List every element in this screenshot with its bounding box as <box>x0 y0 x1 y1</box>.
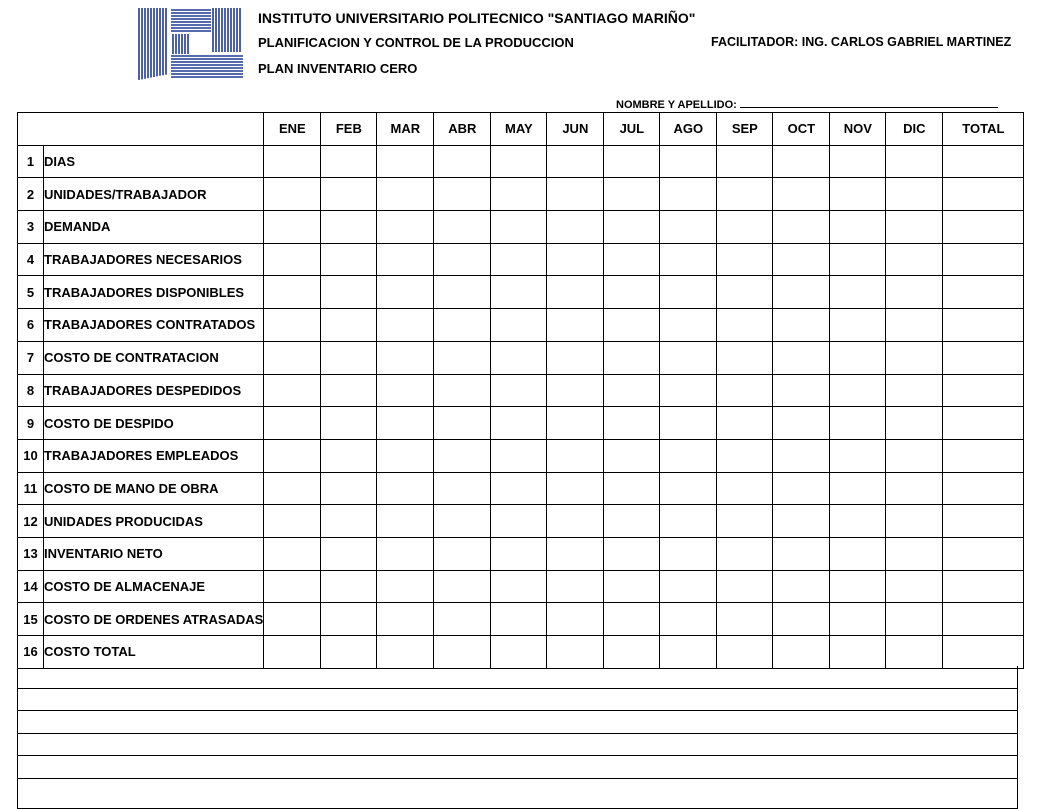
row-label: COSTO DE ORDENES ATRASADAS <box>44 603 264 636</box>
data-cell[interactable] <box>547 145 604 178</box>
data-cell[interactable] <box>377 145 434 178</box>
data-cell[interactable] <box>604 341 660 374</box>
data-cell[interactable] <box>773 472 830 505</box>
data-cell[interactable] <box>321 537 377 570</box>
data-cell[interactable] <box>264 178 321 211</box>
data-cell[interactable] <box>547 374 604 407</box>
data-cell[interactable] <box>264 309 321 342</box>
data-cell[interactable] <box>660 570 717 603</box>
data-cell[interactable] <box>434 341 491 374</box>
data-cell[interactable] <box>773 309 830 342</box>
data-cell[interactable] <box>943 243 1024 276</box>
column-header: SEP <box>717 113 773 146</box>
table-row <box>18 505 1024 538</box>
data-cell[interactable] <box>773 341 830 374</box>
column-header: DIC <box>886 113 943 146</box>
row-number: 1 <box>18 145 44 178</box>
data-cell[interactable] <box>434 374 491 407</box>
data-cell[interactable] <box>321 276 377 309</box>
data-cell[interactable] <box>321 472 377 505</box>
data-cell[interactable] <box>377 407 434 440</box>
row-label: UNIDADES PRODUCIDAS <box>44 505 264 538</box>
data-cell[interactable] <box>660 276 717 309</box>
data-cell[interactable] <box>660 636 717 669</box>
data-cell[interactable] <box>547 243 604 276</box>
data-cell[interactable] <box>434 407 491 440</box>
university-logo-icon <box>137 6 245 82</box>
data-cell[interactable] <box>377 472 434 505</box>
data-cell[interactable] <box>830 145 886 178</box>
data-cell[interactable] <box>886 407 943 440</box>
data-cell[interactable] <box>830 439 886 472</box>
data-cell[interactable] <box>773 636 830 669</box>
data-cell[interactable] <box>830 374 886 407</box>
data-cell[interactable] <box>830 505 886 538</box>
data-cell[interactable] <box>830 341 886 374</box>
data-cell[interactable] <box>321 603 377 636</box>
row-label: COSTO DE DESPIDO <box>44 407 264 440</box>
data-cell[interactable] <box>660 374 717 407</box>
data-cell[interactable] <box>773 211 830 244</box>
row-label: COSTO DE MANO DE OBRA <box>44 472 264 505</box>
table-row <box>18 570 1024 603</box>
data-cell[interactable] <box>434 211 491 244</box>
plan-title: PLAN INVENTARIO CERO <box>258 61 418 76</box>
data-cell[interactable] <box>491 243 547 276</box>
data-cell[interactable] <box>943 178 1024 211</box>
data-cell[interactable] <box>773 439 830 472</box>
data-cell[interactable] <box>377 374 434 407</box>
data-cell[interactable] <box>660 472 717 505</box>
data-cell[interactable] <box>547 309 604 342</box>
data-cell[interactable] <box>943 341 1024 374</box>
data-cell[interactable] <box>830 472 886 505</box>
data-cell[interactable] <box>717 341 773 374</box>
blank-row[interactable] <box>17 711 1018 734</box>
data-cell[interactable] <box>830 537 886 570</box>
data-cell[interactable] <box>377 505 434 538</box>
data-cell[interactable] <box>434 505 491 538</box>
data-cell[interactable] <box>434 472 491 505</box>
data-cell[interactable] <box>717 309 773 342</box>
data-cell[interactable] <box>434 243 491 276</box>
data-cell[interactable] <box>830 178 886 211</box>
data-cell[interactable] <box>717 603 773 636</box>
data-cell[interactable] <box>886 439 943 472</box>
data-cell[interactable] <box>717 145 773 178</box>
data-cell[interactable] <box>717 276 773 309</box>
data-cell[interactable] <box>547 570 604 603</box>
row-number: 11 <box>18 472 44 505</box>
data-cell[interactable] <box>717 407 773 440</box>
data-cell[interactable] <box>660 341 717 374</box>
data-cell[interactable] <box>491 472 547 505</box>
data-cell[interactable] <box>717 505 773 538</box>
data-cell[interactable] <box>434 439 491 472</box>
data-cell[interactable] <box>491 439 547 472</box>
column-header: AGO <box>660 113 717 146</box>
data-cell[interactable] <box>264 537 321 570</box>
data-cell[interactable] <box>660 145 717 178</box>
data-cell[interactable] <box>547 472 604 505</box>
data-cell[interactable] <box>547 407 604 440</box>
row-label: TRABAJADORES CONTRATADOS <box>44 309 264 342</box>
course-title: PLANIFICACION Y CONTROL DE LA PRODUCCION <box>258 35 574 50</box>
data-cell[interactable] <box>547 211 604 244</box>
data-cell[interactable] <box>434 636 491 669</box>
data-cell[interactable] <box>773 145 830 178</box>
data-cell[interactable] <box>886 341 943 374</box>
data-cell[interactable] <box>943 439 1024 472</box>
data-cell[interactable] <box>886 309 943 342</box>
name-label: NOMBRE Y APELLIDO: <box>616 99 737 111</box>
data-cell[interactable] <box>830 211 886 244</box>
plan-table <box>17 112 1024 669</box>
row-label: TRABAJADORES NECESARIOS <box>44 243 264 276</box>
data-cell[interactable] <box>547 603 604 636</box>
data-cell[interactable] <box>604 178 660 211</box>
data-cell[interactable] <box>717 374 773 407</box>
data-cell[interactable] <box>943 505 1024 538</box>
data-cell[interactable] <box>773 374 830 407</box>
data-cell[interactable] <box>717 636 773 669</box>
facilitator-label: FACILITADOR: ING. CARLOS GABRIEL MARTINEZ <box>711 35 1012 49</box>
data-cell[interactable] <box>604 636 660 669</box>
data-cell[interactable] <box>830 407 886 440</box>
data-cell[interactable] <box>491 211 547 244</box>
table-row <box>18 276 1024 309</box>
data-cell[interactable] <box>604 505 660 538</box>
row-number: 8 <box>18 374 44 407</box>
row-number: 15 <box>18 603 44 636</box>
column-header: FEB <box>321 113 377 146</box>
data-cell[interactable] <box>886 472 943 505</box>
blank-row[interactable] <box>17 734 1018 756</box>
data-cell[interactable] <box>377 537 434 570</box>
data-cell[interactable] <box>321 636 377 669</box>
column-header: MAY <box>491 113 547 146</box>
data-cell[interactable] <box>321 374 377 407</box>
data-cell[interactable] <box>377 243 434 276</box>
data-cell[interactable] <box>773 505 830 538</box>
blank-row[interactable] <box>17 689 1018 711</box>
data-cell[interactable] <box>660 407 717 440</box>
data-cell[interactable] <box>660 537 717 570</box>
data-cell[interactable] <box>491 636 547 669</box>
data-cell[interactable] <box>434 178 491 211</box>
data-cell[interactable] <box>547 341 604 374</box>
data-cell[interactable] <box>773 276 830 309</box>
data-cell[interactable] <box>886 178 943 211</box>
data-cell[interactable] <box>773 570 830 603</box>
data-cell[interactable] <box>886 636 943 669</box>
row-label: COSTO TOTAL <box>44 636 264 669</box>
data-cell[interactable] <box>264 439 321 472</box>
data-cell[interactable] <box>717 178 773 211</box>
data-cell[interactable] <box>604 439 660 472</box>
table-row <box>18 341 1024 374</box>
row-number: 3 <box>18 211 44 244</box>
row-number: 4 <box>18 243 44 276</box>
data-cell[interactable] <box>604 472 660 505</box>
data-cell[interactable] <box>321 145 377 178</box>
data-cell[interactable] <box>491 505 547 538</box>
blank-row[interactable] <box>17 666 1018 689</box>
data-cell[interactable] <box>264 603 321 636</box>
data-cell[interactable] <box>491 145 547 178</box>
row-number: 14 <box>18 570 44 603</box>
table-row <box>18 407 1024 440</box>
data-cell[interactable] <box>547 636 604 669</box>
data-cell[interactable] <box>264 145 321 178</box>
data-cell[interactable] <box>547 276 604 309</box>
header-corner-cell <box>18 113 264 146</box>
data-cell[interactable] <box>491 570 547 603</box>
data-cell[interactable] <box>830 570 886 603</box>
data-cell[interactable] <box>321 178 377 211</box>
data-cell[interactable] <box>886 145 943 178</box>
table-row <box>18 537 1024 570</box>
data-cell[interactable] <box>717 472 773 505</box>
row-label: UNIDADES/TRABAJADOR <box>44 178 264 211</box>
data-cell[interactable] <box>886 374 943 407</box>
data-cell[interactable] <box>886 537 943 570</box>
data-cell[interactable] <box>434 603 491 636</box>
data-cell[interactable] <box>943 407 1024 440</box>
data-cell[interactable] <box>321 243 377 276</box>
data-cell[interactable] <box>491 374 547 407</box>
data-cell[interactable] <box>660 439 717 472</box>
data-cell[interactable] <box>264 211 321 244</box>
data-cell[interactable] <box>660 243 717 276</box>
data-cell[interactable] <box>547 178 604 211</box>
data-cell[interactable] <box>264 472 321 505</box>
data-cell[interactable] <box>491 603 547 636</box>
data-cell[interactable] <box>377 211 434 244</box>
data-cell[interactable] <box>943 276 1024 309</box>
data-cell[interactable] <box>943 570 1024 603</box>
data-cell[interactable] <box>660 211 717 244</box>
data-cell[interactable] <box>377 570 434 603</box>
data-cell[interactable] <box>434 309 491 342</box>
data-cell[interactable] <box>830 243 886 276</box>
data-cell[interactable] <box>434 570 491 603</box>
data-cell[interactable] <box>660 603 717 636</box>
data-cell[interactable] <box>773 178 830 211</box>
data-cell[interactable] <box>264 570 321 603</box>
data-cell[interactable] <box>886 505 943 538</box>
data-cell[interactable] <box>830 603 886 636</box>
column-header: JUL <box>604 113 660 146</box>
row-number: 6 <box>18 309 44 342</box>
data-cell[interactable] <box>377 309 434 342</box>
row-label: TRABAJADORES DISPONIBLES <box>44 276 264 309</box>
data-cell[interactable] <box>830 309 886 342</box>
data-cell[interactable] <box>604 570 660 603</box>
column-header: JUN <box>547 113 604 146</box>
table-row <box>18 309 1024 342</box>
table-row <box>18 374 1024 407</box>
data-cell[interactable] <box>604 407 660 440</box>
data-cell[interactable] <box>717 570 773 603</box>
data-cell[interactable] <box>943 603 1024 636</box>
data-cell[interactable] <box>264 407 321 440</box>
row-number: 10 <box>18 439 44 472</box>
data-cell[interactable] <box>886 243 943 276</box>
data-cell[interactable] <box>604 145 660 178</box>
blank-row[interactable] <box>17 779 1018 809</box>
row-label: DEMANDA <box>44 211 264 244</box>
data-cell[interactable] <box>717 211 773 244</box>
table-row <box>18 472 1024 505</box>
data-cell[interactable] <box>604 537 660 570</box>
data-cell[interactable] <box>547 537 604 570</box>
data-cell[interactable] <box>604 374 660 407</box>
data-cell[interactable] <box>491 341 547 374</box>
data-cell[interactable] <box>604 309 660 342</box>
data-cell[interactable] <box>321 309 377 342</box>
data-cell[interactable] <box>321 211 377 244</box>
data-cell[interactable] <box>491 537 547 570</box>
data-cell[interactable] <box>830 636 886 669</box>
data-cell[interactable] <box>943 309 1024 342</box>
table-row <box>18 603 1024 636</box>
data-cell[interactable] <box>943 472 1024 505</box>
data-cell[interactable] <box>604 211 660 244</box>
data-cell[interactable] <box>491 309 547 342</box>
name-input-line[interactable] <box>740 97 998 108</box>
table-row <box>18 439 1024 472</box>
data-cell[interactable] <box>264 505 321 538</box>
data-cell[interactable] <box>377 603 434 636</box>
data-cell[interactable] <box>717 439 773 472</box>
row-number: 16 <box>18 636 44 669</box>
table-header-row <box>18 113 1024 146</box>
data-cell[interactable] <box>660 505 717 538</box>
row-label: DIAS <box>44 145 264 178</box>
row-label: INVENTARIO NETO <box>44 537 264 570</box>
column-header: ABR <box>434 113 491 146</box>
data-cell[interactable] <box>547 505 604 538</box>
data-cell[interactable] <box>321 570 377 603</box>
column-header: TOTAL <box>943 113 1024 146</box>
data-cell[interactable] <box>377 439 434 472</box>
data-cell[interactable] <box>264 276 321 309</box>
column-header: MAR <box>377 113 434 146</box>
institute-title: INSTITUTO UNIVERSITARIO POLITECNICO "SANTIAGO MARIÑO" <box>258 10 696 26</box>
data-cell[interactable] <box>773 537 830 570</box>
data-cell[interactable] <box>773 407 830 440</box>
row-label: COSTO DE ALMACENAJE <box>44 570 264 603</box>
row-label: TRABAJADORES EMPLEADOS <box>44 439 264 472</box>
data-cell[interactable] <box>717 537 773 570</box>
data-cell[interactable] <box>773 603 830 636</box>
data-cell[interactable] <box>886 211 943 244</box>
data-cell[interactable] <box>377 636 434 669</box>
data-cell[interactable] <box>321 341 377 374</box>
data-cell[interactable] <box>377 276 434 309</box>
data-cell[interactable] <box>321 505 377 538</box>
data-cell[interactable] <box>377 178 434 211</box>
data-cell[interactable] <box>943 374 1024 407</box>
data-cell[interactable] <box>491 276 547 309</box>
data-cell[interactable] <box>943 211 1024 244</box>
data-cell[interactable] <box>377 341 434 374</box>
data-cell[interactable] <box>943 145 1024 178</box>
data-cell[interactable] <box>604 243 660 276</box>
column-header: NOV <box>830 113 886 146</box>
data-cell[interactable] <box>264 243 321 276</box>
data-cell[interactable] <box>434 276 491 309</box>
data-cell[interactable] <box>321 407 377 440</box>
data-cell[interactable] <box>943 636 1024 669</box>
data-cell[interactable] <box>717 243 773 276</box>
data-cell[interactable] <box>434 537 491 570</box>
data-cell[interactable] <box>660 178 717 211</box>
data-cell[interactable] <box>434 145 491 178</box>
data-cell[interactable] <box>886 570 943 603</box>
table-row <box>18 178 1024 211</box>
table-row <box>18 243 1024 276</box>
data-cell[interactable] <box>830 276 886 309</box>
data-cell[interactable] <box>943 537 1024 570</box>
row-label: TRABAJADORES DESPEDIDOS <box>44 374 264 407</box>
data-cell[interactable] <box>264 341 321 374</box>
data-cell[interactable] <box>773 243 830 276</box>
row-number: 12 <box>18 505 44 538</box>
data-cell[interactable] <box>886 603 943 636</box>
data-cell[interactable] <box>604 276 660 309</box>
column-header: ENE <box>264 113 321 146</box>
data-cell[interactable] <box>604 603 660 636</box>
row-number: 9 <box>18 407 44 440</box>
table-row <box>18 211 1024 244</box>
row-number: 13 <box>18 537 44 570</box>
name-field[interactable] <box>616 97 998 111</box>
row-label: COSTO DE CONTRATACION <box>44 341 264 374</box>
row-number: 5 <box>18 276 44 309</box>
data-cell[interactable] <box>886 276 943 309</box>
table-row <box>18 145 1024 178</box>
data-cell[interactable] <box>264 636 321 669</box>
table-row <box>18 636 1024 669</box>
data-cell[interactable] <box>491 407 547 440</box>
data-cell[interactable] <box>660 309 717 342</box>
data-cell[interactable] <box>321 439 377 472</box>
blank-row[interactable] <box>17 756 1018 779</box>
data-cell[interactable] <box>547 439 604 472</box>
row-number: 7 <box>18 341 44 374</box>
data-cell[interactable] <box>491 178 547 211</box>
data-cell[interactable] <box>264 374 321 407</box>
column-header: OCT <box>773 113 830 146</box>
row-number: 2 <box>18 178 44 211</box>
